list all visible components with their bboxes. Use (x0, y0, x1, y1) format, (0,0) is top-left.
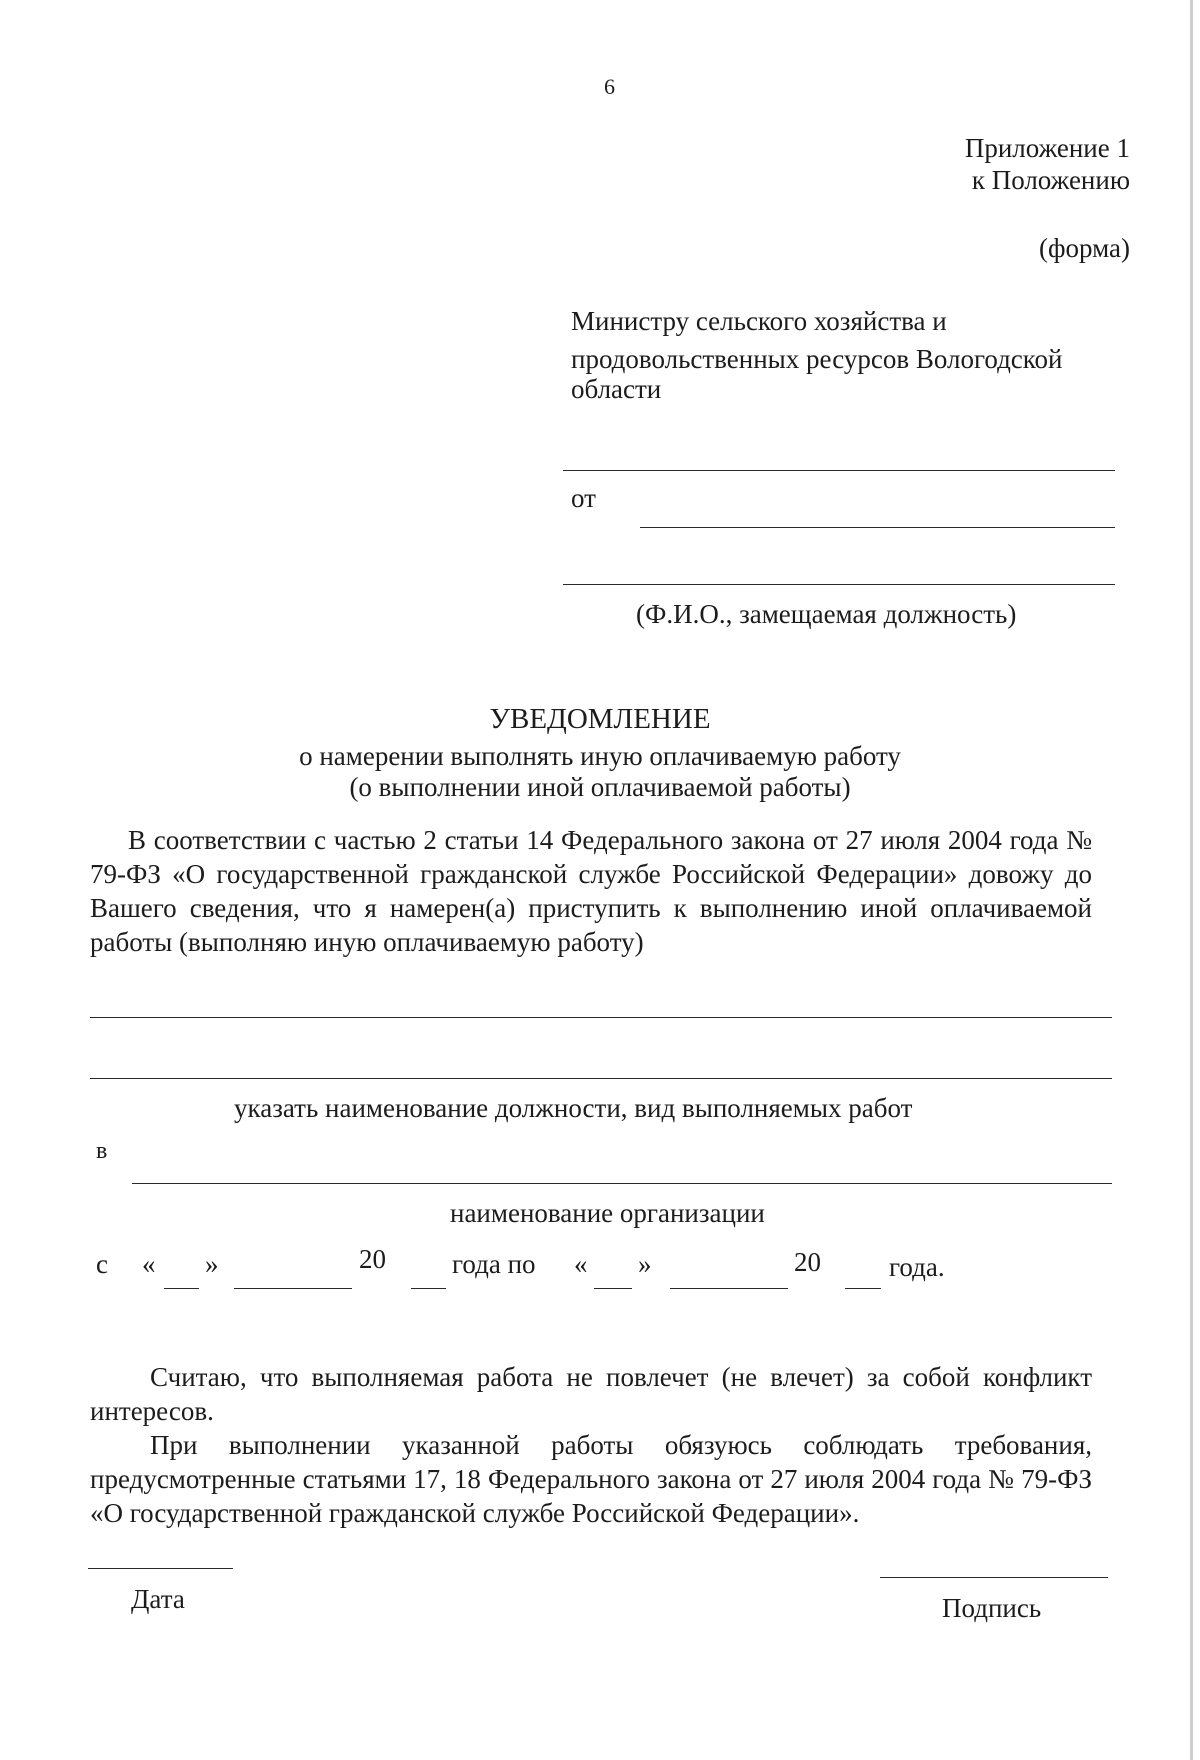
position-blank-line-1 (90, 1017, 1112, 1018)
quote-open-1: « (142, 1249, 156, 1279)
addressee-blank-line-2 (563, 584, 1115, 585)
scan-page-edge (1190, 0, 1193, 1760)
start-year-blank (411, 1288, 446, 1289)
position-caption: указать наименование должности, вид выполняемых работ (234, 1093, 913, 1123)
organization-caption: наименование организации (450, 1198, 765, 1228)
date-label: Дата (131, 1584, 185, 1614)
start-day-blank (164, 1288, 199, 1289)
from-blank-line (640, 527, 1115, 528)
end-month-blank (670, 1288, 788, 1289)
appendix-line-1: Приложение 1 (964, 133, 1130, 163)
addressee-line-2: продовольственных ресурсов Вологодской (571, 344, 1063, 374)
fio-caption: (Ф.И.О., замещаемая должность) (636, 599, 1017, 629)
appendix-line-2: к Положению (971, 165, 1130, 195)
notice-paragraph-2: Считаю, что выполняемая работа не повлечет (не влечет) за собой конфликт интересов. (90, 1362, 1092, 1426)
addressee-line-1: Министру сельского хозяйства и (571, 306, 947, 336)
end-year-prefix: 20 (794, 1247, 821, 1277)
from-label: от (571, 483, 596, 513)
period-end-label: года. (889, 1252, 945, 1282)
addressee-blank-line-1 (563, 470, 1115, 471)
addressee-line-3: области (571, 374, 662, 404)
notice-subtitle-1: о намерении выполнять иную оплачиваемую работу (299, 741, 901, 771)
notice-subtitle-2: (о выполнении иной оплачиваемой работы) (349, 772, 851, 802)
notice-paragraph-1: В соответствии с частью 2 статьи 14 Федерального закона от 27 июля 2004 года № 79-ФЗ «О государственной гражданской службе Российской Федерации» довожу до Вашего сведения, что я намерен(а) приступить к выполнению иной оплачиваемой работы (выполняю иную оплачиваемую работу) (90, 825, 1092, 957)
position-blank-line-2 (90, 1078, 1112, 1079)
notice-paragraph-3: При выполнении указанной работы обязуюсь соблюдать требования, предусмотренные статьями 17, 18 Федерального закона от 27 июля 2004 года № 79-ФЗ «О государственной гражданской службе Российской Федерации». (90, 1430, 1092, 1528)
quote-close-2: » (638, 1249, 652, 1279)
start-year-prefix: 20 (359, 1244, 386, 1274)
page-number: 6 (604, 74, 615, 99)
end-year-blank (845, 1288, 881, 1289)
in-label: в (96, 1138, 108, 1164)
signature-blank-line (880, 1577, 1108, 1578)
start-month-blank (234, 1288, 352, 1289)
organization-blank-line (132, 1183, 1112, 1184)
quote-open-2: « (574, 1249, 588, 1279)
end-day-blank (594, 1288, 632, 1289)
quote-close-1: » (205, 1249, 219, 1279)
form-label: (форма) (1039, 233, 1130, 263)
signature-label: Подпись (942, 1593, 1042, 1623)
period-mid-label: года по (452, 1249, 536, 1279)
date-blank-line (88, 1568, 233, 1569)
notice-heading: УВЕДОМЛЕНИЕ (489, 703, 711, 735)
period-from-label: с (96, 1249, 108, 1279)
